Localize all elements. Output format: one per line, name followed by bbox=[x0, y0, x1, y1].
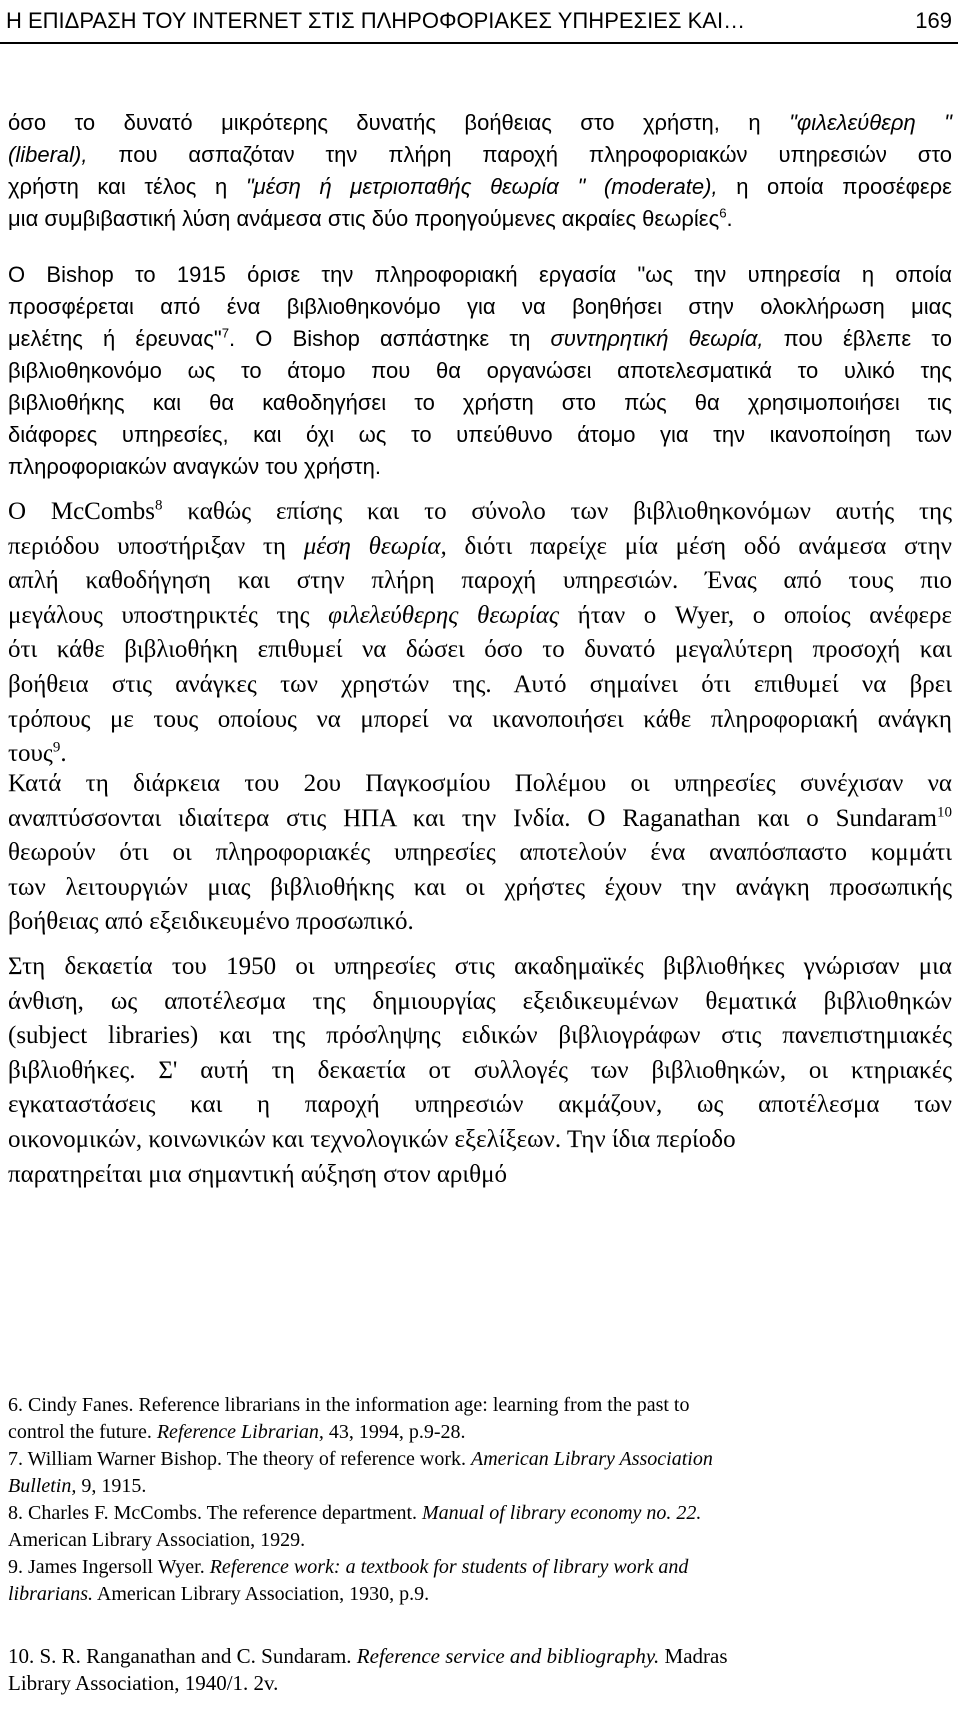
footnotes-block bbox=[8, 1392, 952, 1608]
footnote-ref-10: 10 bbox=[937, 804, 952, 821]
page-number: 169 bbox=[915, 8, 952, 33]
p5-line: εγκαταστάσεις και η παροχή υπηρεσιών ακμάζουν, ως αποτέλεσμα των bbox=[8, 1091, 952, 1119]
footnote-6: 6. Cindy Fanes. Reference librarians in the information age: learning from the past to bbox=[8, 1394, 690, 1416]
p5-line: άνθιση, ως αποτέλεσμα της δημιουργίας εξειδικευμένων θεματικά βιβλιοθηκών bbox=[8, 987, 952, 1015]
footnote-7-cont: Bulletin, 9, 1915. bbox=[8, 1475, 147, 1497]
p1-line: όσο το δυνατό μικρότερης δυνατής βοήθειας στο χρήστη, η "φιλελεύθερη " bbox=[8, 110, 952, 135]
p2-line: προσφέρεται από ένα βιβλιοθηκονόμο για να βοηθήσει στην ολοκλήρωση μιας bbox=[8, 294, 952, 319]
p2-line: πληροφοριακών αναγκών του χρήστη. bbox=[8, 454, 381, 479]
p2-line: βιβλιοθήκης και θα καθοδηγήσει το χρήστη στο πώς θα χρησιμοποιήσει τις bbox=[8, 390, 952, 415]
p3-line: απλή καθοδήγηση και στην πλήρη παροχή υπηρεσιών. Ένας από τους πιο bbox=[8, 567, 952, 595]
p2-line: Ο Bishop το 1915 όρισε την πληροφοριακή εργασία "ως την υπηρεσία η οποία bbox=[8, 262, 952, 287]
p3-line: περιόδου υποστήριξαν τη μέση θεωρία, διότι παρείχε μία μέση οδό ανάμεσα στην bbox=[8, 532, 952, 560]
paragraph-5 bbox=[8, 950, 952, 1192]
p2-line: μελέτης ή έρευνας"$^7$. Ο Bishop ασπάστηκε τη συντηρητική θεωρία, που έβλεπε το bbox=[8, 325, 952, 351]
footnote-9: 9. James Ingersoll Wyer. Reference work: a textbook for students of library work and bbox=[8, 1556, 689, 1578]
p5-line: οικονομικών, κοινωνικών και τεχνολογικών εξελίξεων. Την ίδια περίοδο bbox=[8, 1125, 736, 1153]
footnote-8: 8. Charles F. McCombs. The reference department. Manual of library economy no. 22. bbox=[8, 1502, 702, 1524]
p5-line: βιβλιοθήκες. Σ' αυτή τη δεκαετία οτ συλλογές των βιβλιοθηκών, οι κτηριακές bbox=[8, 1056, 952, 1084]
p4-line: των λειτουργιών μιας βιβλιοθήκης και οι χρήστες έχουν την ανάγκη προσωπικής bbox=[8, 873, 952, 901]
footnote-9-cont: librarians. American Library Association, 1930, p.9. bbox=[8, 1583, 430, 1605]
footnote-6-cont: control the future. Reference Librarian, 43, 1994, p.9-28. bbox=[8, 1421, 466, 1443]
footnote-10: 10. S. R. Ranganathan and C. Sundaram. Reference service and bibliography. Madras bbox=[8, 1644, 728, 1668]
footnote-8-cont: American Library Association, 1929. bbox=[8, 1529, 306, 1551]
p1-line: χρήστη και τέλος η "μέση ή μετριοπαθής θεωρία " (moderate), η οποία προσέφερε bbox=[8, 174, 952, 199]
p4-line: θεωρούν ότι οι πληροφοριακές υπηρεσίες αποτελούν ένα αναπόσπαστο κομμάτι bbox=[8, 839, 952, 867]
footnote-ref-6: 6 bbox=[719, 205, 727, 221]
p2-line: βιβλιοθηκονόμο ως το άτομο που θα οργανώσει αποτελεσματικά το υλικό της bbox=[8, 358, 952, 383]
p5-line: (subject libraries) και της πρόσληψης ειδικών βιβλιογράφων στις πανεπιστημιακές bbox=[8, 1022, 952, 1050]
running-title: Η ΕΠΙΔΡΑΣΗ ΤΟΥ INTERNET ΣΤΙΣ ΠΛΗΡΟΦΟΡΙΑΚΕΣ ΥΠΗΡΕΣΙΕΣ ΚΑΙ… bbox=[6, 8, 746, 33]
p3-line: μεγάλους υποστηρικτές της φιλελεύθερης θεωρίας ήταν ο Wyer, ο οποίος ανέφερε bbox=[8, 601, 953, 629]
p4-line: βοήθειας από εξειδικευμένο προσωπικό. bbox=[8, 908, 414, 936]
p1-line: (liberal), που ασπαζόταν την πλήρη παροχή πληροφοριακών υπηρεσιών στο bbox=[8, 142, 952, 167]
footnote-ref-7: 7 bbox=[221, 325, 230, 341]
p3-line: τους$^9$. bbox=[8, 739, 67, 768]
paragraph-2 bbox=[8, 259, 952, 483]
paragraph-3 bbox=[8, 495, 952, 772]
p4-line: αναπτύσσονται ιδιαίτερα στις ΗΠΑ και την Ινδία. Ο Raganathan και ο Sundaram$^{10}$ bbox=[8, 804, 952, 832]
p3-line: Ο McCombs$^8$ καθώς επίσης και το σύνολο των βιβλιοθηκονόμων αυτής της bbox=[8, 497, 952, 525]
paragraph-4 bbox=[8, 767, 952, 940]
p4-line: Κατά τη διάρκεια του 2ου Παγκοσμίου Πολέμου οι υπηρεσίες συνέχισαν να bbox=[8, 770, 952, 797]
p3-line: ότι κάθε βιβλιοθήκη επιθυμεί να δώσει όσο το δυνατό μεγαλύτερη προσοχή και bbox=[8, 636, 952, 664]
p2-line: διάφορες υπηρεσίες, και όχι ως το υπεύθυνο άτομο για την ικανοποίηση των bbox=[8, 422, 952, 447]
footnote-10-block bbox=[8, 1643, 952, 1697]
p5-line: Στη δεκαετία του 1950 οι υπηρεσίες στις ακαδημαϊκές βιβλιοθήκες γνώρισαν μια bbox=[8, 953, 952, 980]
running-header bbox=[0, 2, 958, 44]
footnote-ref-8: 8 bbox=[155, 497, 163, 514]
paragraph-1 bbox=[8, 107, 952, 235]
p3-line: τρόπους με τους οποίους να μπορεί να ικανοποιήσει κάθε πληροφοριακή ανάγκη bbox=[8, 705, 952, 733]
p1-line: μια συμβιβαστική λύση ανάμεσα στις δύο προηγούμενες ακραίες θεωρίες$^6$. bbox=[8, 205, 733, 231]
p5-line: παρατηρείται μια σημαντική αύξηση στον αριθμό bbox=[8, 1160, 508, 1188]
p3-line: βοήθεια στις ανάγκες των χρηστών της. Αυτό σημαίνει ότι επιθυμεί να βρει bbox=[8, 670, 952, 698]
footnote-ref-9: 9 bbox=[52, 739, 61, 756]
footnote-10-cont: Library Association, 1940/1. 2v. bbox=[8, 1671, 279, 1695]
footnote-7: 7. William Warner Bishop. The theory of reference work. American Library Association bbox=[8, 1448, 713, 1470]
